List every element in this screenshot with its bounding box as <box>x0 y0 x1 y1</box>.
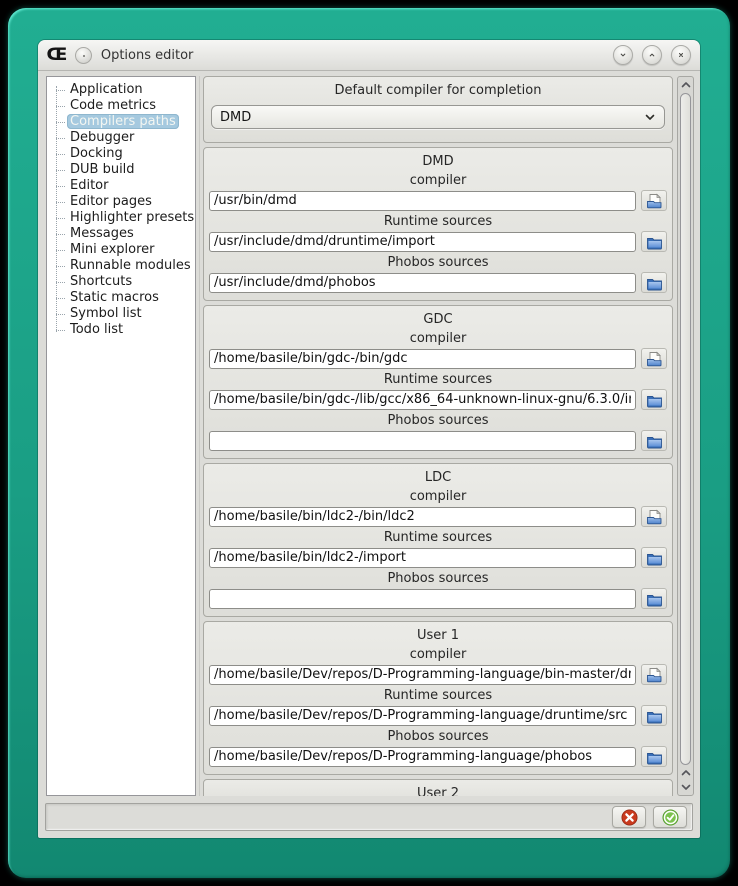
browse-button[interactable] <box>641 190 667 211</box>
field-label: compiler <box>409 489 467 504</box>
titlebar[interactable] <box>38 40 700 71</box>
accept-button[interactable] <box>653 806 687 828</box>
accept-icon <box>662 809 679 826</box>
categories-tree <box>51 82 193 338</box>
folder-icon <box>646 591 663 607</box>
scrollbar-thumb[interactable] <box>680 93 691 765</box>
path-input-row <box>209 705 667 726</box>
path-input-row <box>209 348 667 369</box>
chevron-down-icon <box>620 50 626 60</box>
folder-icon <box>646 550 663 566</box>
compiler-group-ldc <box>203 463 673 617</box>
chevron-down-icon <box>681 783 691 791</box>
folder-icon <box>646 433 663 449</box>
path-input[interactable] <box>209 273 636 293</box>
vertical-scrollbar[interactable] <box>677 76 694 796</box>
path-input-row <box>209 430 667 451</box>
minimize-button[interactable] <box>613 45 633 65</box>
pin-button[interactable] <box>75 47 92 64</box>
group-title: DMD <box>422 154 454 169</box>
sidebar-splitter[interactable] <box>196 76 203 796</box>
options-editor-window <box>38 40 700 838</box>
sidebar-item-label: Highlighter presets <box>70 210 195 225</box>
sidebar-item-label: Code metrics <box>70 98 157 113</box>
sidebar-item-static-macros[interactable] <box>51 290 193 306</box>
sidebar-item-label: Editor pages <box>70 194 152 209</box>
sidebar-item-label: Compilers paths <box>67 114 179 129</box>
path-input[interactable] <box>209 747 636 767</box>
path-input[interactable] <box>209 232 636 252</box>
sidebar-item-label: Runnable modules <box>70 258 191 273</box>
cancel-button[interactable] <box>612 806 646 828</box>
sidebar-item-highlighter-presets[interactable] <box>51 210 193 226</box>
compiler-group-user-2 <box>203 779 673 796</box>
path-input-row <box>209 547 667 568</box>
close-button[interactable] <box>671 45 691 65</box>
compiler-group-gdc <box>203 305 673 459</box>
sidebar-item-editor-pages[interactable] <box>51 194 193 210</box>
combobox-value: DMD <box>220 109 252 125</box>
browse-button[interactable] <box>641 272 667 293</box>
sidebar-item-label: Messages <box>70 226 134 241</box>
field-label: compiler <box>409 647 467 662</box>
sidebar-item-mini-explorer[interactable] <box>51 242 193 258</box>
default-compiler-group <box>203 76 673 143</box>
compilers-paths-panel <box>203 76 694 796</box>
scroll-down-button[interactable] <box>679 780 692 794</box>
path-input[interactable] <box>209 589 636 609</box>
folder-icon <box>646 392 663 408</box>
path-input-row <box>209 231 667 252</box>
chevron-up-icon <box>649 50 655 60</box>
browse-button[interactable] <box>641 231 667 252</box>
field-label: Phobos sources <box>387 571 489 586</box>
chevron-up-icon <box>681 81 691 89</box>
sidebar-item-compilers-paths[interactable] <box>51 114 193 130</box>
path-input-row <box>209 746 667 767</box>
sidebar-item-debugger[interactable] <box>51 130 193 146</box>
app-logo-icon: Œ <box>46 44 67 65</box>
sidebar-item-editor[interactable] <box>51 178 193 194</box>
browse-button[interactable] <box>641 746 667 767</box>
compiler-groups-scrollarea <box>203 76 677 796</box>
field-label: Runtime sources <box>383 530 493 545</box>
cancel-icon <box>621 809 638 826</box>
close-icon <box>678 50 684 60</box>
file-icon <box>646 193 663 209</box>
path-input-row <box>209 389 667 410</box>
maximize-button[interactable] <box>642 45 662 65</box>
group-title: User 2 <box>416 786 460 796</box>
browse-button[interactable] <box>641 588 667 609</box>
browse-button[interactable] <box>641 664 667 685</box>
group-title: Default compiler for completion <box>334 83 542 98</box>
path-input[interactable] <box>209 349 636 369</box>
sidebar-item-messages[interactable] <box>51 226 193 242</box>
path-input-row <box>209 588 667 609</box>
path-input-row <box>209 272 667 293</box>
sidebar-item-code-metrics[interactable] <box>51 98 193 114</box>
content-area <box>38 71 700 800</box>
path-input-row <box>209 506 667 527</box>
compiler-group-user-1 <box>203 621 673 775</box>
field-label: Phobos sources <box>387 413 489 428</box>
default-compiler-combobox[interactable] <box>211 105 665 129</box>
path-input[interactable] <box>209 507 636 527</box>
folder-icon <box>646 749 663 765</box>
sidebar-item-todo-list[interactable] <box>51 322 193 338</box>
folder-icon <box>646 234 663 250</box>
sidebar-item-application[interactable] <box>51 82 193 98</box>
sidebar-item-label: Application <box>70 82 143 97</box>
folder-icon <box>646 275 663 291</box>
path-input[interactable] <box>209 548 636 568</box>
field-label: compiler <box>409 331 467 346</box>
scroll-up-button[interactable] <box>679 78 692 92</box>
browse-button[interactable] <box>641 430 667 451</box>
browse-button[interactable] <box>641 506 667 527</box>
path-input[interactable] <box>209 431 636 451</box>
field-label: compiler <box>409 173 467 188</box>
path-input[interactable] <box>209 665 636 685</box>
browse-button[interactable] <box>641 389 667 410</box>
field-label: Phobos sources <box>387 255 489 270</box>
sidebar-item-runnable-modules[interactable] <box>51 258 193 274</box>
path-input[interactable] <box>209 390 636 410</box>
path-input[interactable] <box>209 191 636 211</box>
categories-sidebar[interactable] <box>46 76 196 796</box>
path-input[interactable] <box>209 706 636 726</box>
sidebar-item-shortcuts[interactable] <box>51 274 193 290</box>
sidebar-item-label: Todo list <box>70 322 124 337</box>
browse-button[interactable] <box>641 348 667 369</box>
sidebar-item-label: Mini explorer <box>70 242 155 257</box>
sidebar-item-label: Symbol list <box>70 306 142 321</box>
sidebar-item-label: Shortcuts <box>70 274 133 289</box>
file-icon <box>646 351 663 367</box>
sidebar-item-dub-build[interactable] <box>51 162 193 178</box>
sidebar-item-label: DUB build <box>70 162 135 177</box>
sidebar-item-label: Docking <box>70 146 123 161</box>
folder-icon <box>646 708 663 724</box>
sidebar-item-label: Static macros <box>70 290 159 305</box>
dialog-button-bar <box>45 803 693 831</box>
path-input-row <box>209 664 667 685</box>
group-title: GDC <box>423 312 453 327</box>
field-label: Runtime sources <box>383 372 493 387</box>
file-icon <box>646 509 663 525</box>
scroll-up-button-bottom[interactable] <box>679 766 692 780</box>
sidebar-item-label: Debugger <box>70 130 135 145</box>
sidebar-item-symbol-list[interactable] <box>51 306 193 322</box>
field-label: Phobos sources <box>387 729 489 744</box>
window-title: Options editor <box>100 47 194 63</box>
field-label: Runtime sources <box>383 688 493 703</box>
sidebar-item-docking[interactable] <box>51 146 193 162</box>
file-icon <box>646 667 663 683</box>
browse-button[interactable] <box>641 547 667 568</box>
field-label: Runtime sources <box>383 214 493 229</box>
browse-button[interactable] <box>641 705 667 726</box>
group-title: User 1 <box>416 628 460 643</box>
chevron-up-icon <box>681 769 691 777</box>
compiler-group-dmd <box>203 147 673 301</box>
sidebar-item-label: Editor <box>70 178 109 193</box>
chevron-down-icon <box>644 111 656 123</box>
window-frame <box>8 8 730 878</box>
path-input-row <box>209 190 667 211</box>
group-title: LDC <box>424 470 452 485</box>
